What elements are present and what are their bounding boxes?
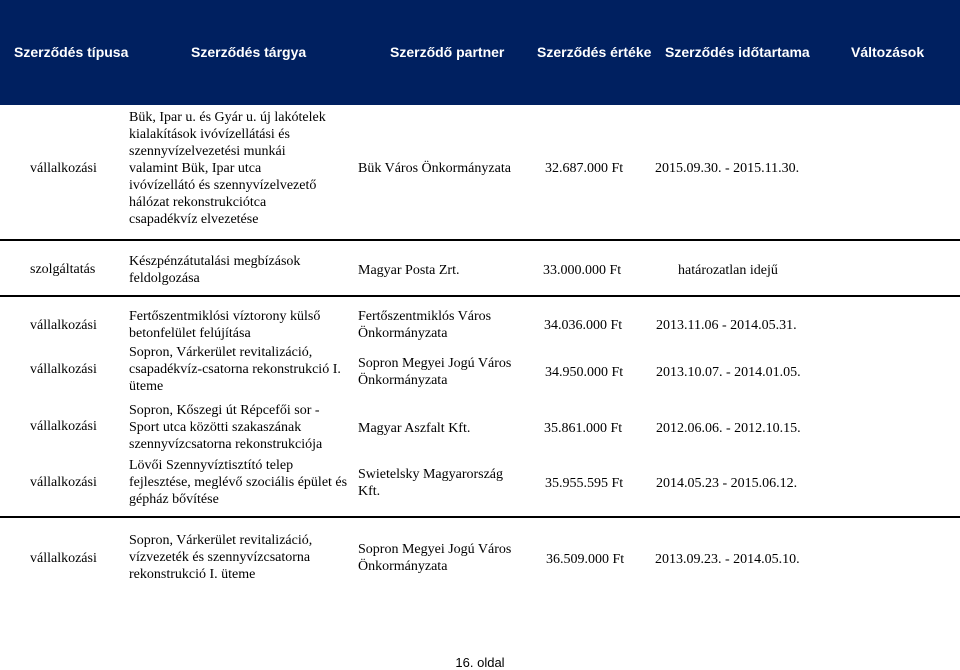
row-partner: Bük Város Önkormányzata xyxy=(358,161,511,176)
row-value: 35.955.595 Ft xyxy=(545,476,624,491)
row-subject: Sopron, Kőszegi út Répcefői sor - Sport utca közötti szakaszának szennyvízcsatorna rekonstrukciója xyxy=(129,403,323,452)
row-duration: 2013.09.23. - 2014.05.10. xyxy=(655,552,800,567)
row-duration: 2013.11.06 - 2014.05.31. xyxy=(656,318,797,333)
row-value: 36.509.000 Ft xyxy=(546,552,625,567)
row-partner: Magyar Aszfalt Kft. xyxy=(358,421,471,436)
row-value: 34.036.000 Ft xyxy=(544,318,623,333)
row-divider xyxy=(0,239,960,241)
header-changes: Változások xyxy=(851,44,925,60)
header-contract-partner: Szerződő partner xyxy=(390,44,505,60)
row-duration: 2013.10.07. - 2014.01.05. xyxy=(656,365,801,380)
row-type: vállalkozási xyxy=(30,475,97,490)
row-subject: Sopron, Várkerület revitalizáció, vízvezeték és szennyvízcsatorna rekonstrukció I. üteme xyxy=(129,533,313,582)
row-partner: Sopron Megyei Jogú Város Önkormányzata xyxy=(358,356,512,388)
row-value: 32.687.000 Ft xyxy=(545,161,624,176)
row-type: vállalkozási xyxy=(30,318,97,333)
row-partner: Sopron Megyei Jogú Város Önkormányzata xyxy=(358,542,512,574)
row-divider xyxy=(0,516,960,518)
header-contract-duration: Szerződés időtartama xyxy=(665,44,810,60)
row-type: vállalkozási xyxy=(30,551,97,566)
row-partner: Swietelsky Magyarország Kft. xyxy=(358,467,504,499)
row-subject: Bük, Ipar u. és Gyár u. új lakótelek kialakítások ivóvízellátási és szennyvízelvezetési munkái valamint Bük, Ipar utca ivóvízellátó és szennyvízelvezető hálózat rekonstrukciótca csapadékvíz elvezetése xyxy=(129,110,326,227)
row-duration: 2012.06.06. - 2012.10.15. xyxy=(656,421,801,436)
row-value: 33.000.000 Ft xyxy=(543,263,622,278)
table-header xyxy=(0,0,960,105)
row-value: 35.861.000 Ft xyxy=(544,421,623,436)
row-type: vállalkozási xyxy=(30,419,97,434)
row-subject: Lövői Szennyvíztisztító telep fejlesztése, meglévő szociális épület és gépház bővítése xyxy=(129,458,348,507)
row-partner: Fertőszentmiklós Város Önkormányzata xyxy=(358,309,492,341)
header-contract-subject: Szerződés tárgya xyxy=(191,44,307,60)
page-number: 16. oldal xyxy=(455,655,505,670)
row-subject: Fertőszentmiklósi víztorony külső betonfelület felújítása xyxy=(129,309,321,341)
header-contract-value: Szerződés értéke xyxy=(537,44,652,60)
row-type: szolgáltatás xyxy=(30,262,96,277)
row-type: vállalkozási xyxy=(30,161,97,176)
header-contract-type: Szerződés típusa xyxy=(14,44,129,60)
row-duration: 2015.09.30. - 2015.11.30. xyxy=(655,161,800,176)
row-value: 34.950.000 Ft xyxy=(545,365,624,380)
row-subject: Készpénzátutalási megbízások feldolgozása xyxy=(129,254,301,286)
row-partner: Magyar Posta Zrt. xyxy=(358,263,460,278)
row-subject: Sopron, Várkerület revitalizáció, csapadékvíz-csatorna rekonstrukció I. üteme xyxy=(129,345,341,394)
row-type: vállalkozási xyxy=(30,362,97,377)
row-divider xyxy=(0,295,960,297)
row-duration: határozatlan idejű xyxy=(678,263,778,278)
row-duration: 2014.05.23 - 2015.06.12. xyxy=(656,476,798,491)
